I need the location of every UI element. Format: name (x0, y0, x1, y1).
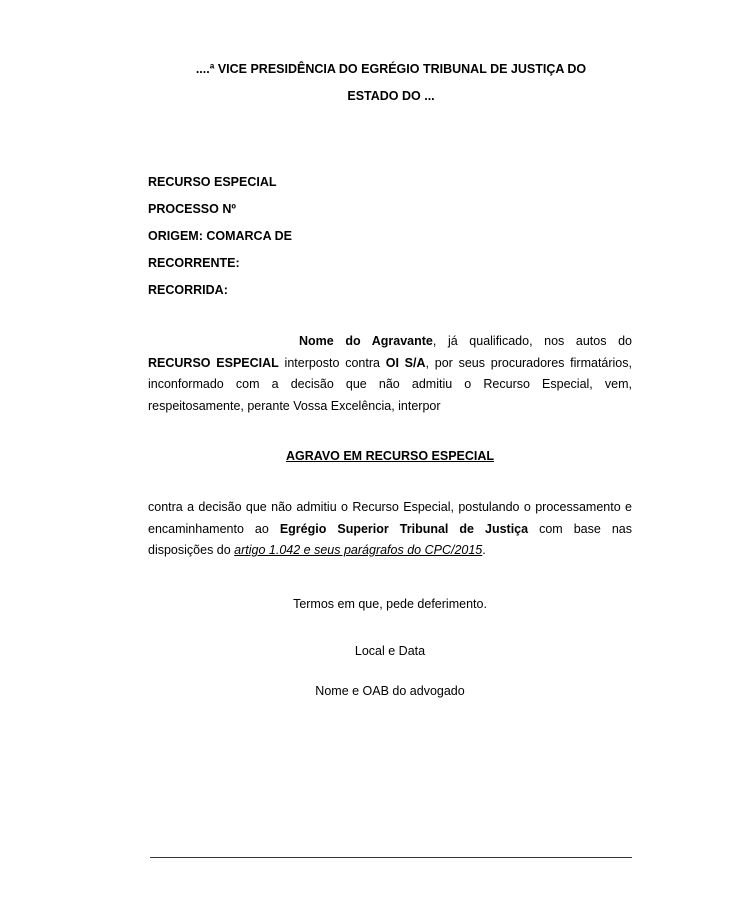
field-recorrida: RECORRIDA: (148, 283, 228, 297)
intro-text-1: , já qualificado, nos autos do (432, 334, 632, 348)
footer-divider (150, 857, 632, 858)
tribunal-name: Egrégio Superior Tribunal de Justiça (279, 521, 529, 536)
field-origem: ORIGEM: COMARCA DE (148, 229, 292, 243)
body-text-3: . (482, 543, 486, 557)
recorrida-name: OI S/A (385, 355, 426, 370)
recurso-especial-bold: RECURSO ESPECIAL (148, 355, 279, 370)
closing-signature: Nome e OAB do advogado (315, 684, 465, 698)
body-text-1: contra a decisão que não admitiu o Recurso Especial, postulando o processamento e encaminhamento ao (148, 500, 632, 536)
field-recorrente: RECORRENTE: (148, 256, 240, 270)
field-recurso: RECURSO ESPECIAL (148, 175, 277, 189)
field-processo: PROCESSO Nº (148, 202, 236, 216)
artigo-reference: artigo 1.042 e seus parágrafos do CPC/2015 (234, 543, 483, 557)
intro-text-3: , por seus procuradores firmatários, inconformado com a decisão que não admitiu o Recurso Especial, vem, respeitosamente, perante Vossa Excelência, interpor (148, 355, 632, 413)
court-header-line-1: ....ª VICE PRESIDÊNCIA DO EGRÉGIO TRIBUNAL DE JUSTIÇA DO (195, 62, 587, 76)
intro-paragraph (148, 331, 632, 417)
closing-termos: Termos em que, pede deferimento. (293, 597, 487, 611)
agravante-name: Nome do Agravante (299, 334, 433, 348)
intro-text-2: interposto contra (278, 355, 386, 370)
body-paragraph (148, 497, 632, 562)
closing-local-data: Local e Data (354, 644, 426, 658)
body-text-2: com base nas disposições do (148, 521, 633, 557)
petition-title-text: AGRAVO EM RECURSO ESPECIAL (285, 449, 495, 463)
court-header-line-2: ESTADO DO ... (347, 89, 435, 103)
petition-title (148, 449, 632, 463)
